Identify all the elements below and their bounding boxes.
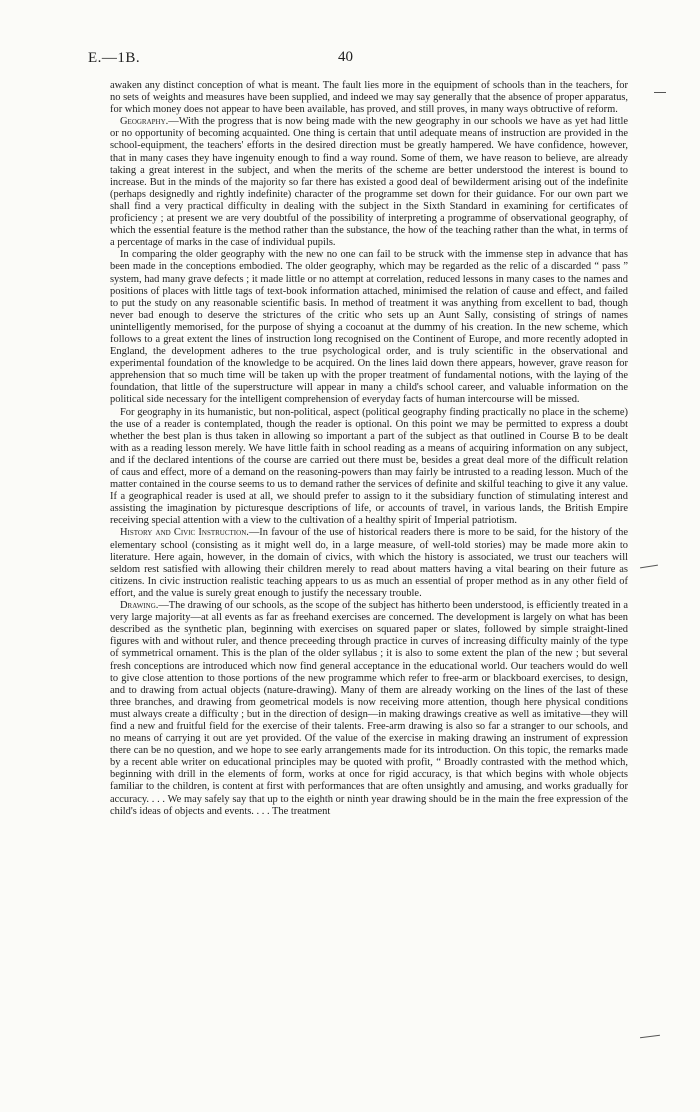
paragraph bbox=[110, 80, 628, 116]
paragraph-text: —With the progress that is now being made with the new geography in our schools we have as yet had little or no opportunity of becoming acquainted. One thing is certain that until adequate means of instruction are provided in the school-equipment, the teachers' efforts in the desired direction must be greatly hampered. We have confidence, however, that in many cases they have ingenuity enough to find a way round. Some of them, we have reason to believe, are already taking a great interest in the subject, and when the merits of the scheme are better understood the interest is bound to increase. But in the minds of the majority so far there has existed a good deal of bewilderment arising out of the indefinite (perhaps designedly and rightly indefinite) character of the programme set down for their guidance. For our own part we shall find a very practical difficulty in dealing with the subject in the Sixth Standard in examining for certificates of proficiency ; at present we are very doubtful of the possibility of interpreting a programme of observational geography, of which the essential feature is the method rather than the substance, the how of the teaching rather than the what, in terms of a percentage of marks in the case of individual pupils. bbox=[110, 116, 628, 249]
margin-mark bbox=[640, 565, 658, 569]
margin-mark bbox=[654, 92, 666, 93]
section-heading: Geography. bbox=[120, 116, 169, 128]
paragraph bbox=[110, 600, 628, 818]
body-text bbox=[110, 80, 628, 1090]
section-heading: History and Civic Instruction. bbox=[120, 527, 249, 539]
paragraph bbox=[110, 407, 628, 528]
paragraph bbox=[110, 116, 628, 249]
page-header bbox=[88, 50, 628, 70]
paragraph-text: In comparing the older geography with the new no one can fail to be struck with the immense step in advance that has been made in the conceptions embodied. The older geography, which may be regarded as the relic of a discarded “ pass ” system, had many grave defects ; it made little or no attempt at correlation, reduced lessons in many cases to the names and positions of places with little tags of text-book information attached, minimised the relation of cause and effect, and failed to put the study on any reasonable scientific basis. In method of treatment it was anything from excellent to bad, though never bad enough to deserve the strictures of the critic who sets up an Aunt Sally, consisting of strings of names unintelligently memorised, for the purpose of shying a cocoanut at the dummy of his creation. In the new scheme, which follows to a great extent the lines of instruction long recognised on the Continent of Europe, and more recently adopted in England, the development adheres to the true psychological order, and is truly scientific in the observational and experimental foundation of the knowledge to be acquired. On the lines laid down there appears, however, grave reason for apprehension that so much time will be taken up with the proper treatment of fundamental notions, with the laying of the foundation, that little of the superstructure will appear in many a child's school career, and valuable information on the political side necessary for the intelligent comprehension of everyday facts of human intercourse will be missed. bbox=[110, 249, 628, 406]
page-number: 40 bbox=[338, 49, 353, 65]
paragraph bbox=[110, 249, 628, 406]
paragraph-text: —In favour of the use of historical readers there is more to be said, for the history of the elementary school (consisting as it might well do, in a large measure, of well-told stories) may be made more akin to literature. Here again, however, in the domain of civics, with which the history is associated, we trust our teachers will seldom rest satisfied with allowing their children merely to read about matters having a vital bearing on their future as citizens. In civic instruction realistic teaching appears to us as much an essential of proper method as in any other field of effort, and the value is surely great enough to justify the necessary trouble. bbox=[110, 527, 628, 599]
margin-mark bbox=[640, 1035, 660, 1038]
paragraph-text: —The drawing of our schools, as the scope of the subject has hitherto been understood, is efficiently treated in a very large majority—at all events as far as freehand exercises are concerned. The development is largely on what has been described as the synthetic plan, beginning with exercises on squared paper or slates, followed by simple straight-lined figures with and without ruler, and thence preceeding through practice in curves of increasing difficulty mainly of the type of symmetrical ornament. This is the plan of the older syllabus ; it is also to some extent the plan of the new ; but several fresh conceptions are introduced which now find general acceptance in the educational world. Our teachers would do well to give close attention to those portions of the new programme which refer to free-arm or blackboard exercises, to design, and to drawing from actual objects (nature-drawing). Many of them are already working on the lines of the last of these three branches, and drawing from geometrical models is now receiving more attention, though here physical conditions must always create a difficulty ; but in the direction of design—in making drawings creative as well as imitative—they will find a new and fruitful field for the exercise of their talents. Free-arm drawing is also so far a stranger to our schools, and no means of carrying it out are yet provided. Of the value of the exercise in making drawing an instrument of expression there can be no question, and we hope to see early arrangements made for its introduction. On this topic, the remarks made by a recent able writer on educational principles may be quoted with profit, “ Broadly contrasted with the method which, beginning with drill in the elements of form, works at once for rigid accuracy, is that which begins with whole objects familiar to the children, is content at first with performances that are often unsightly and amusing, and works gradually for accuracy. . . . We may safely say that up to the eighth or ninth year drawing should be in the main the free expression of the child's ideas of objects and events. . . . The treatment bbox=[110, 600, 628, 817]
document-reference: E.—1B. bbox=[88, 50, 141, 66]
section-heading: Drawing. bbox=[120, 600, 159, 612]
paragraph-text: awaken any distinct conception of what is meant. The fault lies more in the equipment of schools than in the teachers, for no sets of weights and measures have been supplied, and indeed we may say generally that the absence of proper apparatus, for which money does not appear to have been available, has proved, and still proves, in many ways obtructive of reform. bbox=[110, 80, 628, 116]
paragraph bbox=[110, 527, 628, 600]
paragraph-text: For geography in its humanistic, but non-political, aspect (political geography finding practically no place in the scheme) the use of a reader is contemplated, though the reader is optional. On this point we may be permitted to express a doubt whether the best plan is thus taken in allowing so important a part of the subject as that outlined in Course B to be dealt with as a reading lesson merely. We have little faith in school reading as a means of acquiring information on any subject, and if the declared intentions of the course are carried out there must be, besides a great deal more of the difficult relation of caus and effect, more of a demand on the reasoning-powers than may fairly be intrusted to a reading lesson. Much of the matter contained in the course seems to us to demand rather the services of definite and skilful teaching to give it any value. If a geographical reader is used at all, we should prefer to assign to it the subsidiary function of stimulating interest and assisting the imagination by picturesque descriptions of life, or accounts of travel, in various lands, the British Empire receiving special attention with a view to the cultivation of a healthy spirit of Imperial patriotism. bbox=[110, 406, 628, 527]
